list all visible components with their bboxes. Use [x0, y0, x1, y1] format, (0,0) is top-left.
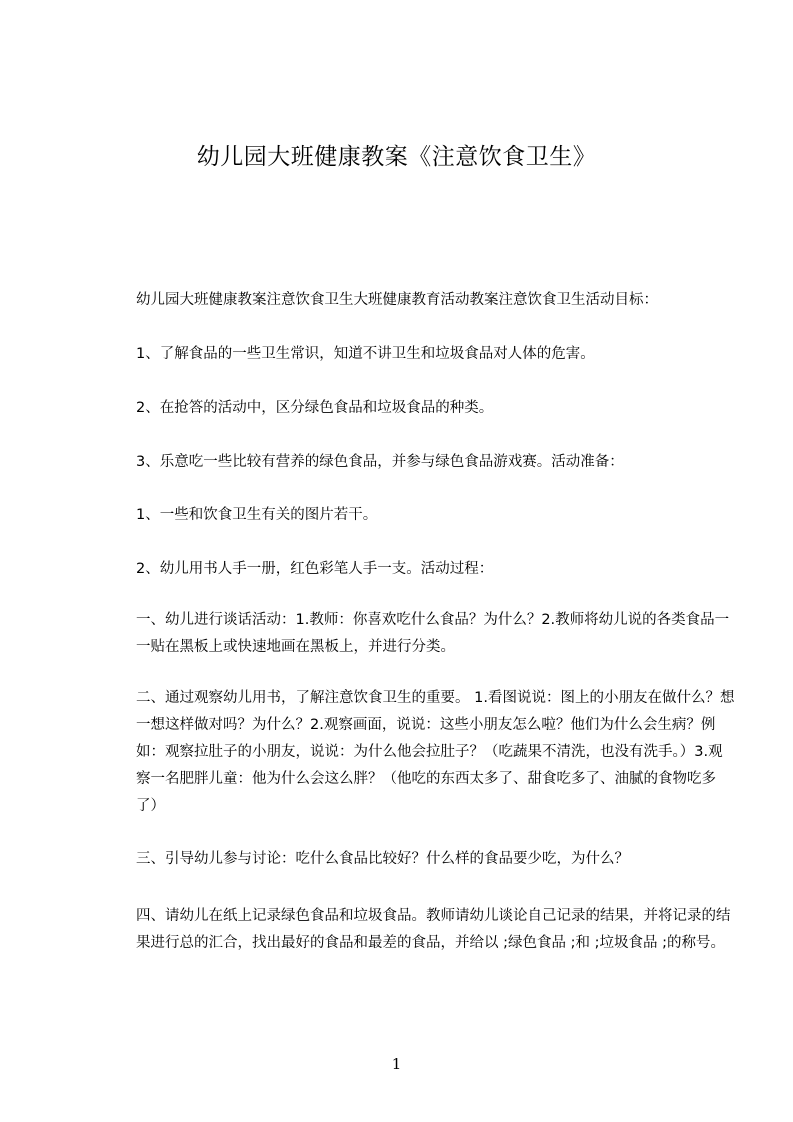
paragraph-goal-3: 3、乐意吃一些比较有营养的绿色食品，并参与绿色食品游戏赛。活动准备：	[136, 454, 624, 470]
paragraph-goal-1: 1、了解食品的一些卫生常识，知道不讲卫生和垃圾食品对人体的危害。	[136, 346, 595, 362]
paragraph-process-1: 一、幼儿进行谈话活动：1.教师：你喜欢吃什么食品？为什么？2.教师将幼儿说的各类食品一一贴在黑板上或快速地画在黑板上，并进行分类。	[136, 612, 730, 655]
page-number: 1	[391, 1055, 402, 1073]
paragraph-prep-1: 1、一些和饮食卫生有关的图片若干。	[136, 507, 378, 523]
paragraph-goal-2: 2、在抢答的活动中，区分绿色食品和垃圾食品的种类。	[136, 400, 494, 416]
paragraph-process-2: 二、通过观察幼儿用书，了解注意饮食卫生的重要。 1.看图说说：图上的小朋友在做什么？想一想这样做对吗？为什么？2.观察画面，说说：这些小朋友怎么啦？他们为什么会生病？例如：观察拉肚子的小朋友，说说：为什么他会拉肚子？（吃蔬果不清洗，也没有洗手。）3.观察一名肥胖儿童：他为什么会这么胖？（他吃的东西太多了、甜食吃多了、油腻的食物吃多了）	[136, 690, 735, 814]
paragraph-prep-2: 2、幼儿用书人手一册，红色彩笔人手一支。活动过程：	[136, 561, 494, 577]
document-title: 幼儿园大班健康教案《注意饮食卫生》	[196, 144, 597, 170]
paragraph-intro: 幼儿园大班健康教案注意饮食卫生大班健康教育活动教案注意饮食卫生活动目标：	[136, 292, 658, 308]
paragraph-process-3: 三、引导幼儿参与讨论：吃什么食品比较好？什么样的食品要少吃，为什么？	[136, 851, 629, 867]
paragraph-process-4: 四、请幼儿在纸上记录绿色食品和垃圾食品。教师请幼儿谈论自己记录的结果，并将记录的结果进行总的汇合，找出最好的食品和最差的食品，并给以 ;绿色食品 ;和 ;垃圾食品 ;的称号。	[136, 908, 731, 951]
